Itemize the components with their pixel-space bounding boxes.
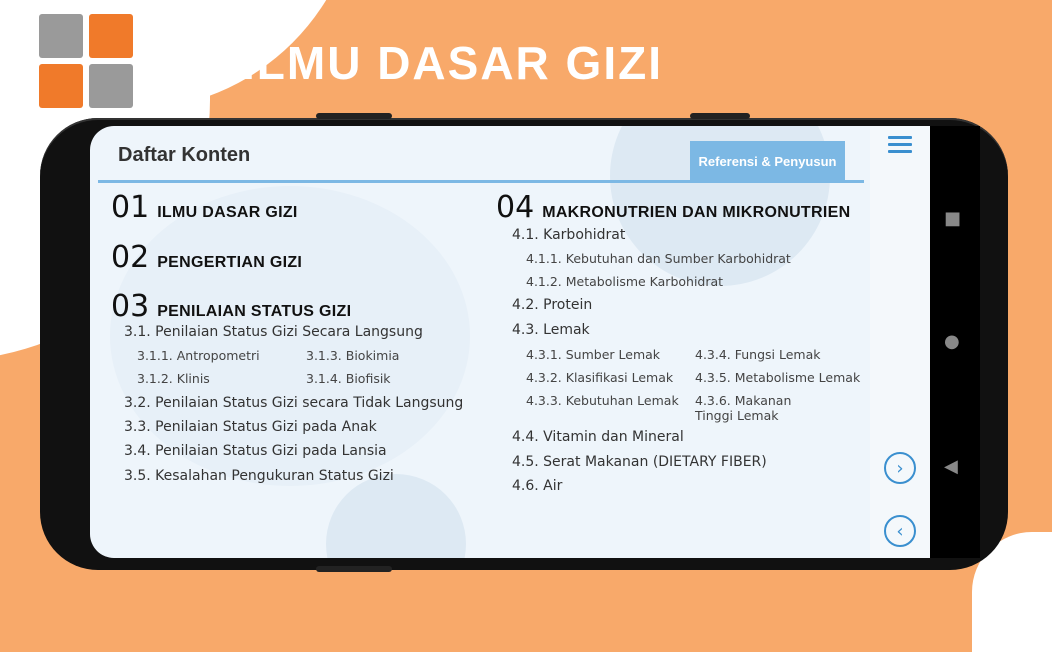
section-number: 01 [111, 190, 150, 225]
home-icon[interactable]: ● [944, 331, 960, 352]
toc-item[interactable]: 3.1.3. Biokimia [306, 348, 400, 363]
section-title: PENGERTIAN GIZI [157, 254, 303, 271]
toc-item[interactable]: 4.2. Protein [512, 297, 593, 313]
menu-icon[interactable] [888, 136, 912, 154]
page-title: Daftar Konten [118, 144, 251, 166]
toc-item[interactable]: 4.3.2. Klasifikasi Lemak [526, 370, 674, 385]
toc-item[interactable]: 4.3.6. Makanan Tinggi Lemak [695, 393, 792, 423]
section-number: 03 [111, 289, 150, 324]
section-title: PENILAIAN STATUS GIZI [157, 303, 352, 320]
toc-item[interactable]: 3.1.1. Antropometri [137, 348, 260, 363]
toc-item[interactable]: 3.3. Penilaian Status Gizi pada Anak [124, 419, 377, 435]
toc-item[interactable]: 4.5. Serat Makanan (DIETARY FIBER) [512, 454, 767, 470]
toc-item[interactable]: 4.3.4. Fungsi Lemak [695, 347, 821, 362]
section-number: 02 [111, 240, 150, 275]
chevron-right-icon[interactable]: › [884, 452, 916, 484]
toc-item[interactable]: 4.3.1. Sumber Lemak [526, 347, 661, 362]
header-divider [98, 180, 864, 183]
section-title: MAKRONUTRIEN DAN MIKRONUTRIEN [542, 204, 851, 221]
toc-item[interactable]: 3.1.2. Klinis [137, 371, 210, 386]
toc-item[interactable]: 3.4. Penilaian Status Gizi pada Lansia [124, 443, 387, 459]
toc-item[interactable]: 4.3.5. Metabolisme Lemak [695, 370, 861, 385]
toc-item[interactable]: 3.1.4. Biofisik [306, 371, 391, 386]
toc-item[interactable]: 4.1. Karbohidrat [512, 227, 626, 243]
toc-item[interactable]: 4.6. Air [512, 478, 563, 494]
android-nav-bar [930, 126, 980, 558]
toc-item[interactable]: 4.1.1. Kebutuhan dan Sumber Karbohidrat [526, 251, 791, 266]
app-title: ILMU DASAR GIZI [242, 37, 663, 89]
toc-item[interactable]: 3.1. Penilaian Status Gizi Secara Langsung [124, 324, 423, 340]
recent-apps-icon[interactable]: ■ [944, 208, 962, 229]
toc-item[interactable]: 4.3.3. Kebutuhan Lemak [526, 393, 679, 408]
section-3[interactable] [111, 289, 351, 324]
side-panel [870, 126, 930, 558]
phone-button [316, 113, 392, 119]
toc-item[interactable]: 3.2. Penilaian Status Gizi secara Tidak Langsung [124, 395, 464, 411]
app-logo [39, 14, 133, 108]
section-4[interactable] [496, 190, 850, 225]
reference-button[interactable]: Referensi & Penyusun [690, 141, 845, 182]
chevron-left-icon[interactable]: ‹ [884, 515, 916, 547]
section-number: 04 [496, 190, 535, 225]
section-2[interactable] [111, 240, 302, 275]
toc-item[interactable]: 4.3. Lemak [512, 322, 590, 338]
toc-item[interactable]: 4.4. Vitamin dan Mineral [512, 429, 684, 445]
toc-item[interactable]: 4.1.2. Metabolisme Karbohidrat [526, 274, 724, 289]
section-title: ILMU DASAR GIZI [157, 204, 298, 221]
back-icon[interactable]: ◀ [944, 456, 958, 477]
phone-button [690, 113, 750, 119]
phone-button [316, 566, 392, 572]
section-1[interactable] [111, 190, 298, 225]
toc-item[interactable]: 3.5. Kesalahan Pengukuran Status Gizi [124, 468, 394, 484]
